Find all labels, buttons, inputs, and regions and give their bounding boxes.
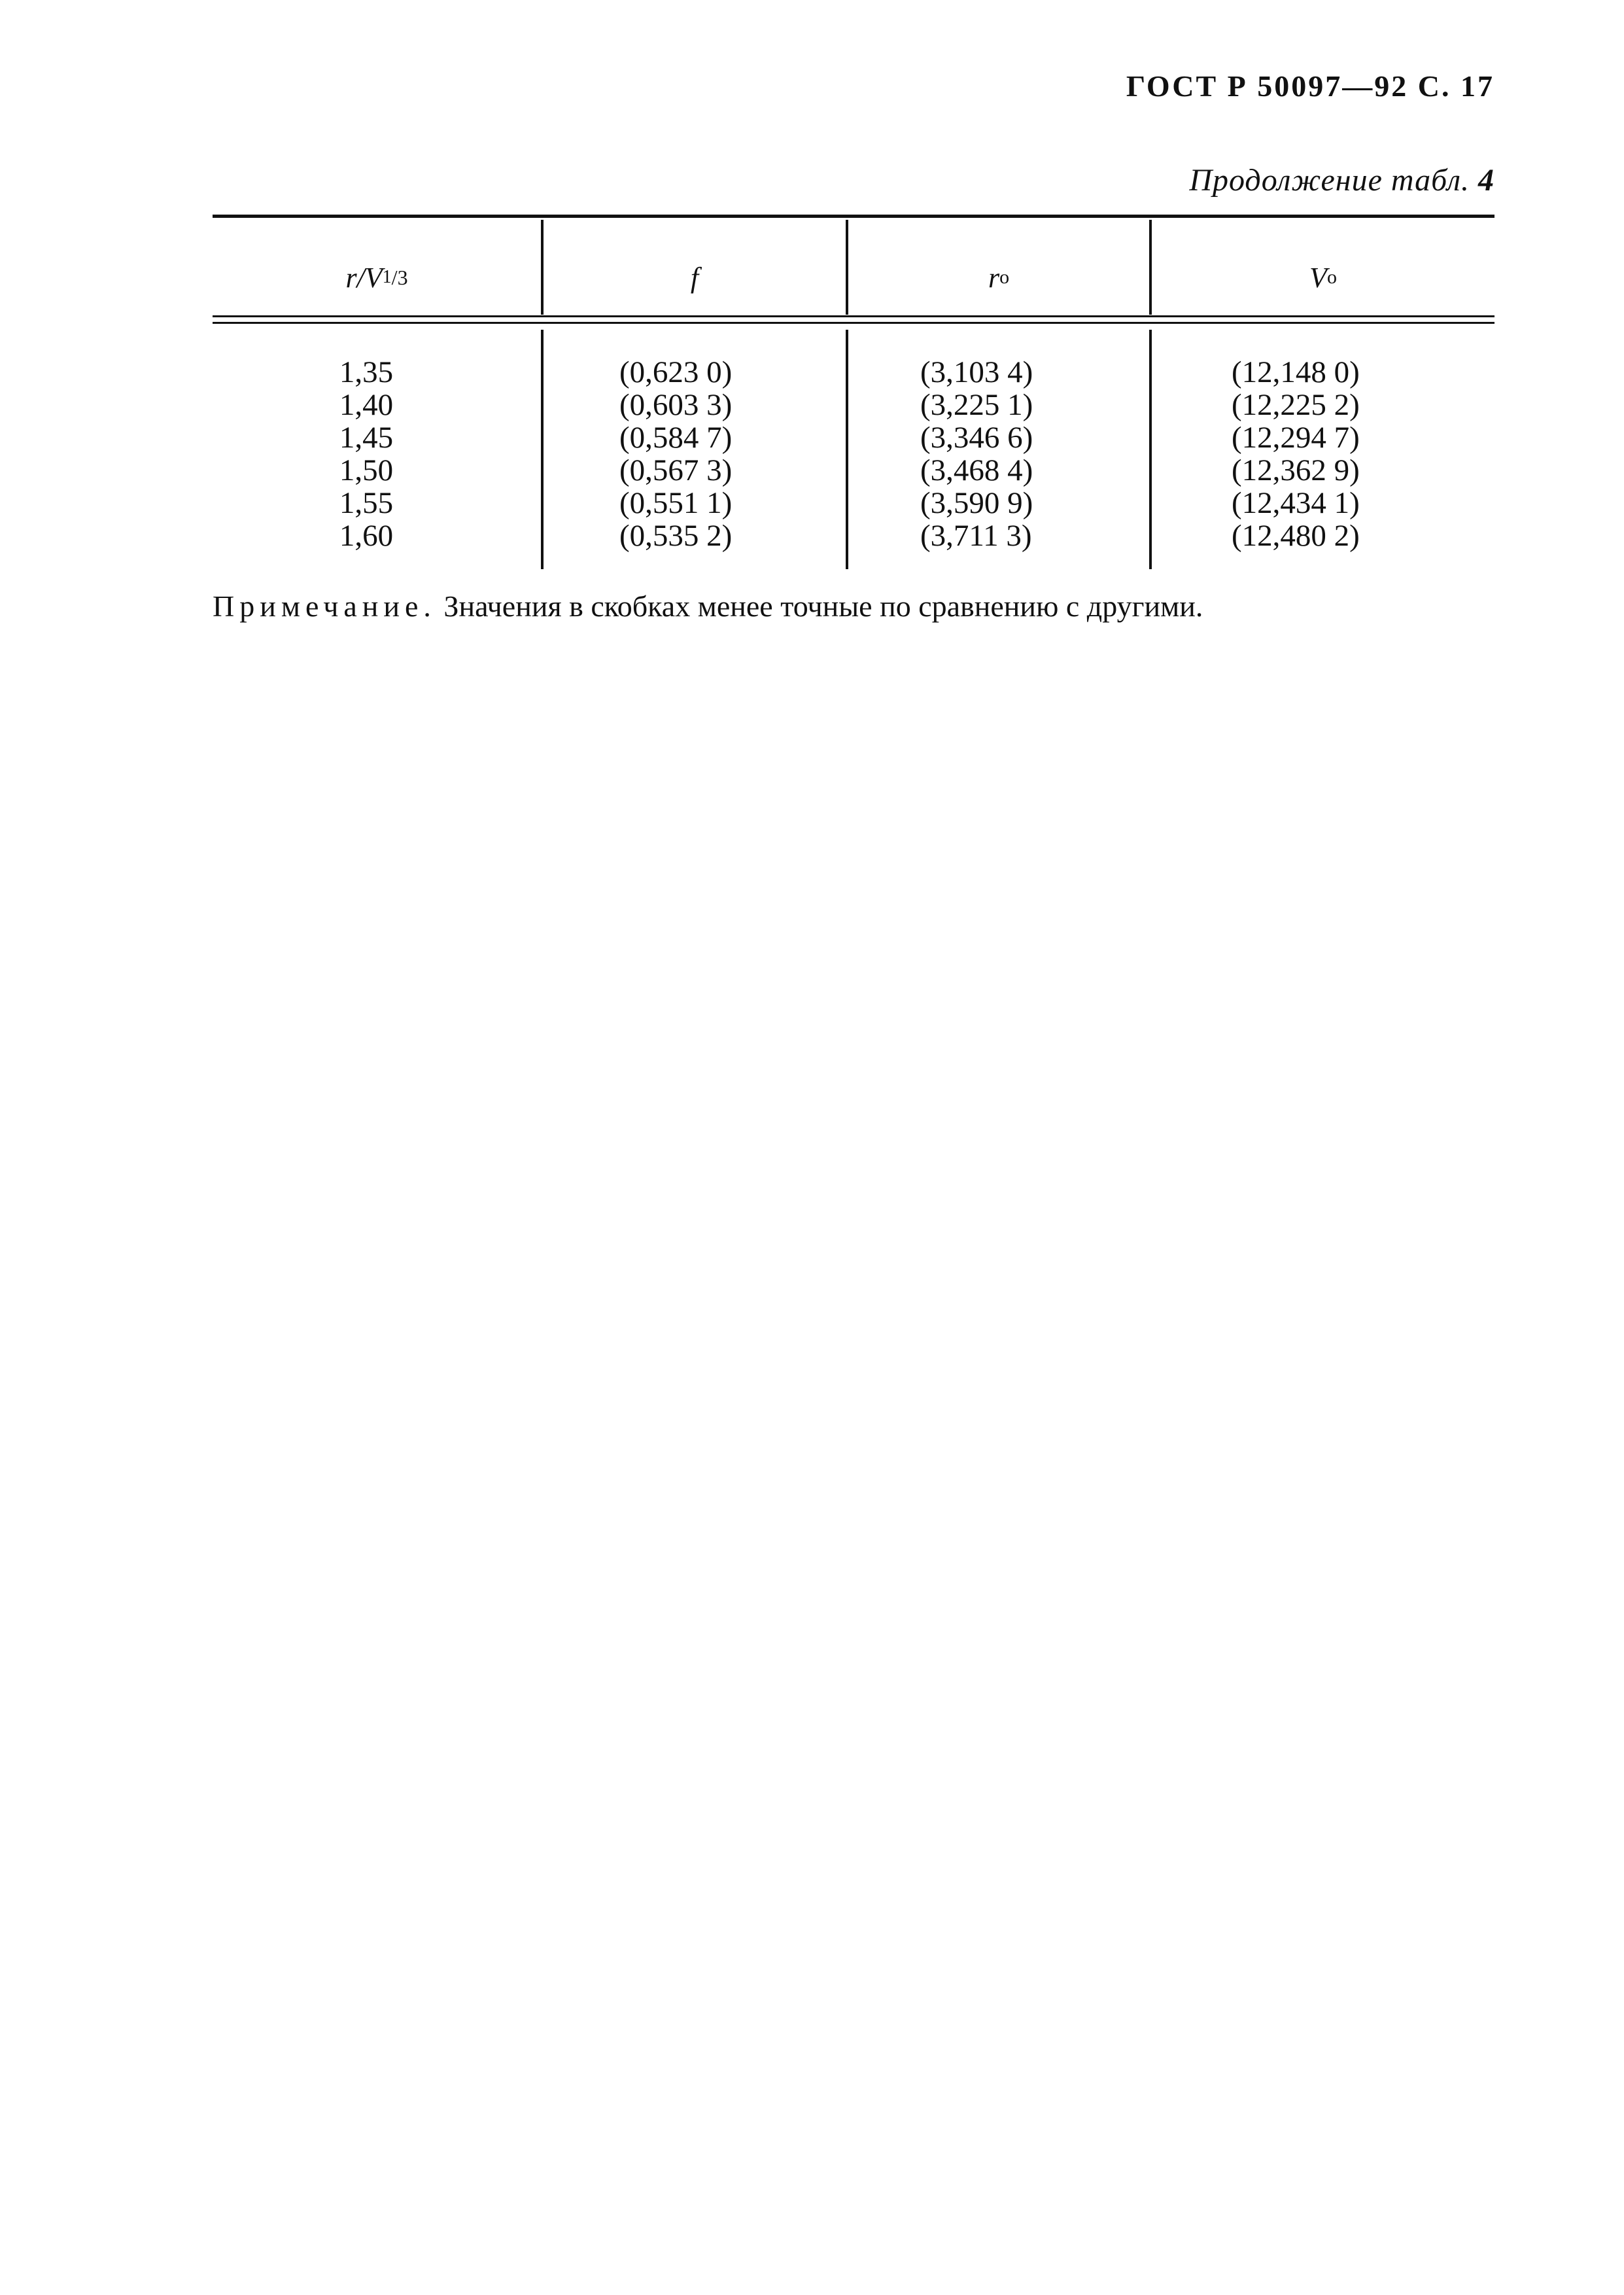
table-cell: (12,362 9) [1232, 453, 1360, 487]
note-text: Значения в скобках менее точные по сравнению с другими. [443, 589, 1203, 623]
table-cell: 1,55 [339, 486, 394, 520]
document-header: ГОСТ Р 50097—92 С. 17 [1126, 69, 1494, 103]
table-cell: (12,225 2) [1232, 388, 1360, 422]
header-rule-2 [213, 322, 1494, 324]
table-cell: (12,434 1) [1232, 486, 1360, 520]
table-cell: (0,535 2) [619, 519, 733, 553]
table-cell: 1,60 [339, 519, 394, 553]
data-table [213, 211, 1494, 569]
column-r0 [920, 356, 1033, 552]
table-cell: (12,480 2) [1232, 519, 1360, 553]
table-cell: (0,584 7) [619, 421, 733, 455]
table-cell: (12,148 0) [1232, 355, 1360, 389]
table-cell: (0,603 3) [619, 388, 733, 422]
column-divider-2b [846, 330, 848, 569]
column-r-v [314, 356, 419, 552]
table-cell: (3,346 6) [920, 421, 1033, 455]
note-lead: Примечание. [213, 589, 436, 623]
caption-text: Продолжение табл. [1189, 163, 1470, 198]
table-cell: (3,711 3) [920, 519, 1032, 553]
table-cell: 1,50 [339, 453, 394, 487]
column-v0 [1232, 356, 1360, 552]
table-cell: 1,40 [339, 388, 394, 422]
column-header-r0: r о [988, 261, 1010, 294]
table-cell: (3,590 9) [920, 486, 1033, 520]
table-cell: (0,623 0) [619, 355, 733, 389]
table-cell: (0,551 1) [619, 486, 733, 520]
table-cell: (3,103 4) [920, 355, 1033, 389]
table-cell: (12,294 7) [1232, 421, 1360, 455]
column-header-v0: V о [1309, 261, 1337, 294]
header-rule-1 [213, 315, 1494, 317]
table-top-rule [213, 215, 1494, 218]
caption-number: 4 [1478, 163, 1494, 198]
table-cell: (3,225 1) [920, 388, 1033, 422]
table-cell: 1,35 [339, 355, 394, 389]
table-note [213, 586, 1494, 627]
table-cell: 1,45 [339, 421, 394, 455]
column-f [619, 356, 732, 552]
table-cell: (0,567 3) [619, 453, 733, 487]
table-cell: (3,468 4) [920, 453, 1033, 487]
table-caption [1189, 162, 1494, 198]
column-divider-1b [541, 330, 544, 569]
column-header-r-v: r/V 1 /3 [345, 261, 408, 294]
column-divider-3b [1149, 330, 1152, 569]
column-header-f: f [690, 261, 699, 294]
